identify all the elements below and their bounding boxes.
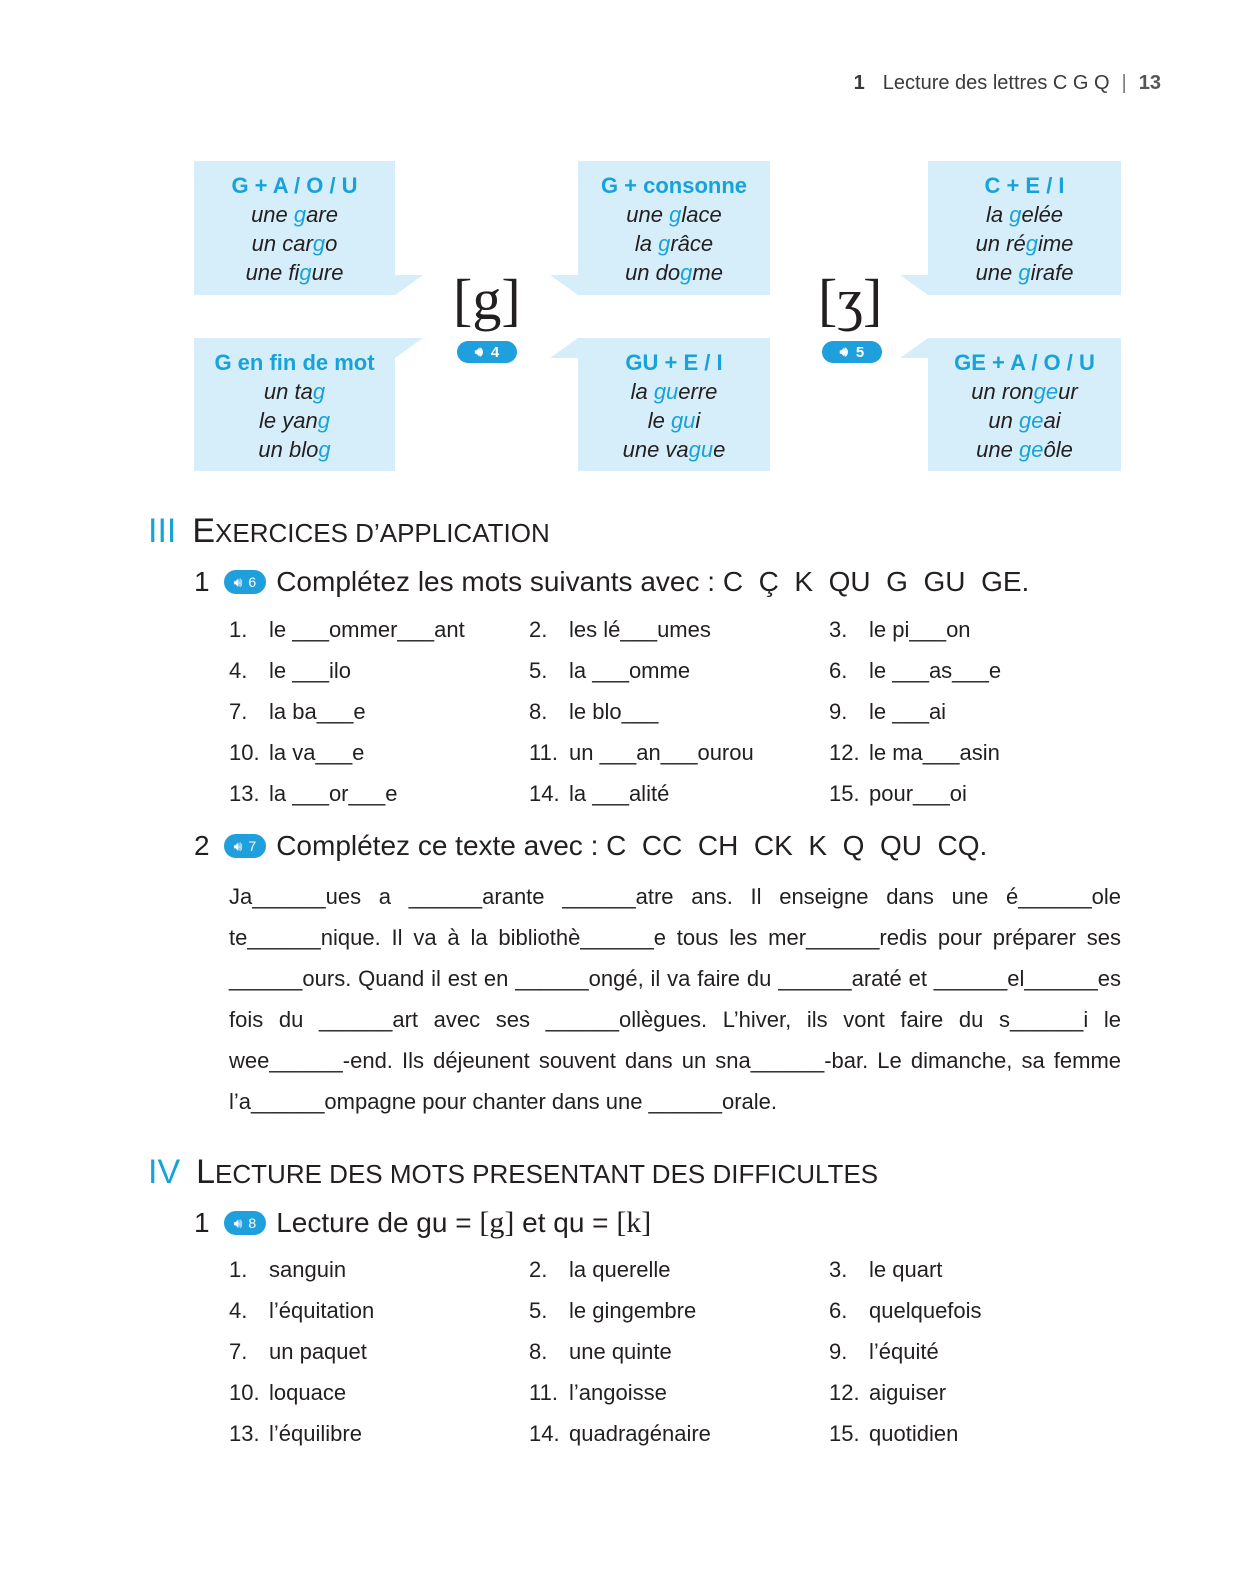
- fill-in-text: Ja______ues a ______arante ______atre ans. Il enseigne dans une é______ole te______nique. Il va à la bibliothè______e tous les mer______redis pour préparer ses ______ours. Quand il est en ______ongé, il va faire du ______araté et ______el______es fois du ______art avec ses ______ollègues. L’hiver, ils vont faire du s______i le wee______-end. Ils déjeunent souvent dans un sna______-bar. Le dimanche, sa femme l’a______ompagne pour chanter dans une ______orale.: [229, 884, 1121, 1114]
- box-tail: [550, 338, 578, 358]
- highlighted-letters: g: [1018, 260, 1031, 285]
- highlighted-letters: gu: [688, 437, 714, 462]
- divider: |: [1121, 72, 1127, 94]
- list-item: [829, 1421, 1129, 1462]
- list-item: [529, 781, 829, 822]
- item-text: quelquefois: [869, 1298, 982, 1323]
- item-number: 3.: [829, 1257, 848, 1282]
- list-item: [229, 740, 529, 781]
- highlighted-letters: ge: [1033, 379, 1059, 404]
- list-item: [229, 1380, 529, 1421]
- item-text: pour___oi: [869, 781, 967, 806]
- instruction-text: Lecture de gu =: [276, 1207, 480, 1238]
- section-title-exercices: [148, 512, 550, 551]
- ipa-symbol: [g]: [479, 1206, 515, 1239]
- highlighted-letters: g: [293, 202, 307, 227]
- example-word: un blog: [258, 437, 331, 462]
- highlighted-letters: g: [680, 260, 693, 285]
- list-item: [229, 699, 529, 740]
- page-number: 13: [1138, 72, 1161, 94]
- item-number: 5.: [529, 1298, 548, 1323]
- item-number: 15.: [829, 781, 860, 806]
- item-row: [229, 781, 1129, 822]
- item-row: [229, 1298, 1129, 1339]
- box-tail: [900, 275, 928, 295]
- item-text: la querelle: [569, 1257, 671, 1282]
- list-item: [529, 699, 829, 740]
- title-rest: ECTURE DES MOTS PRESENTANT DES DIFFICULTES: [215, 1159, 879, 1189]
- item-number: 2.: [529, 1257, 548, 1282]
- box-title: G + A / O / U: [231, 173, 358, 198]
- exercise-items: [229, 1257, 1129, 1462]
- list-item: [529, 1421, 829, 1462]
- item-text: le ma___asin: [869, 740, 1000, 765]
- example-word: une gare: [251, 202, 338, 227]
- highlighted-letters: g: [318, 437, 331, 462]
- list-item: [529, 1339, 829, 1380]
- item-row: [229, 1257, 1129, 1298]
- highlighted-letters: g: [317, 408, 330, 433]
- highlighted-letters: g: [312, 231, 326, 256]
- item-text: quotidien: [869, 1421, 959, 1446]
- exercise-title: [194, 1206, 651, 1240]
- phoneme-g: [g]: [453, 267, 521, 332]
- exercise-instruction: Complétez ce texte avec : C CC CH CK K Q QU CQ.: [276, 830, 988, 861]
- example-word: un rongeur: [971, 379, 1078, 404]
- item-row: [229, 1421, 1129, 1462]
- phoneme-zh: [ʒ]: [818, 267, 883, 332]
- list-item: [229, 1421, 529, 1462]
- item-text: un paquet: [269, 1339, 367, 1364]
- chapter-number: 1: [853, 72, 865, 94]
- audio-icon: 🔊︎: [839, 344, 848, 359]
- example-word: une vague: [622, 437, 726, 462]
- box-tail: [395, 275, 423, 295]
- item-number: 8.: [529, 699, 548, 724]
- item-number: 15.: [829, 1421, 860, 1446]
- item-number: 13.: [229, 1421, 260, 1446]
- item-text: l’équilibre: [269, 1421, 362, 1446]
- exercise-title: [194, 566, 1029, 598]
- box-gu-e-i: [578, 338, 770, 471]
- item-row: [229, 1380, 1129, 1421]
- item-text: la ba___e: [269, 699, 366, 724]
- list-item: [529, 617, 829, 658]
- list-item: [829, 658, 1129, 699]
- example-word: une girafe: [975, 260, 1074, 285]
- list-item: [529, 740, 829, 781]
- box-ge-a-o-u: [928, 338, 1121, 471]
- example-word: le yang: [259, 408, 330, 433]
- item-text: la ___omme: [569, 658, 691, 683]
- chapter-title: Lecture des lettres C G Q: [882, 72, 1110, 94]
- item-number: 6.: [829, 1298, 848, 1323]
- item-number: 14.: [529, 1421, 560, 1446]
- ipa-symbol: [k]: [616, 1206, 652, 1239]
- item-text: un ___an___ourou: [569, 740, 754, 765]
- highlighted-letters: g: [1025, 231, 1038, 256]
- list-item: [529, 658, 829, 699]
- item-number: 6.: [829, 658, 848, 683]
- audio-icon: 🔊︎: [233, 837, 243, 854]
- item-number: 2.: [529, 617, 548, 642]
- example-word: la guerre: [630, 379, 718, 404]
- item-text: la ___alité: [569, 781, 670, 806]
- item-text: le quart: [869, 1257, 943, 1282]
- item-text: le ___as___e: [869, 658, 1002, 683]
- title-initial: L: [196, 1153, 216, 1191]
- item-number: 9.: [829, 699, 848, 724]
- list-item: [829, 781, 1129, 822]
- item-text: la va___e: [269, 740, 365, 765]
- example-word: un geai: [988, 408, 1061, 433]
- item-number: 11.: [529, 1380, 558, 1405]
- list-item: [229, 1339, 529, 1380]
- exercise-number: 1: [194, 566, 210, 597]
- box-tail: [900, 338, 928, 358]
- list-item: [229, 1257, 529, 1298]
- exercise-instruction: Complétez les mots suivants avec : C Ç K QU G GU GE.: [276, 566, 1030, 597]
- audio-icon: 🔊︎: [474, 344, 483, 359]
- item-number: 4.: [229, 1298, 248, 1323]
- item-number: 1.: [229, 617, 248, 642]
- box-tail: [395, 338, 423, 358]
- item-text: le ___ommer___ant: [269, 617, 465, 642]
- box-title: GU + E / I: [625, 350, 723, 375]
- highlighted-letters: g: [312, 379, 326, 404]
- example-word: un cargo: [251, 231, 338, 256]
- item-number: 12.: [829, 740, 860, 765]
- highlighted-letters: gu: [670, 408, 696, 433]
- item-number: 14.: [529, 781, 560, 806]
- list-item: [829, 617, 1129, 658]
- audio-badge-4[interactable]: [457, 341, 517, 363]
- audio-badge[interactable]: [224, 834, 267, 858]
- exercise-number: 2: [194, 830, 210, 861]
- list-item: [829, 1298, 1129, 1339]
- item-text: sanguin: [269, 1257, 347, 1282]
- item-text: l’équitation: [269, 1298, 375, 1323]
- audio-badge-5[interactable]: [822, 341, 882, 363]
- section-title-lecture: [148, 1153, 878, 1192]
- highlighted-letters: ge: [1018, 408, 1044, 433]
- box-tail: [550, 275, 578, 295]
- highlighted-letters: gu: [653, 379, 679, 404]
- list-item: [829, 1380, 1129, 1421]
- example-word: un régime: [975, 231, 1074, 256]
- list-item: [529, 1257, 829, 1298]
- list-item: [829, 740, 1129, 781]
- example-word: la grâce: [634, 231, 714, 256]
- item-row: [229, 1339, 1129, 1380]
- audio-track-number: 8: [248, 1215, 257, 1231]
- box-title: G en fin de mot: [214, 350, 375, 375]
- box-title: GE + A / O / U: [954, 350, 1095, 375]
- audio-icon: 🔊︎: [233, 573, 243, 590]
- item-number: 10.: [229, 1380, 260, 1405]
- highlighted-letters: g: [1009, 202, 1022, 227]
- list-item: [229, 658, 529, 699]
- item-text: loquace: [269, 1380, 347, 1405]
- item-row: [229, 658, 1129, 699]
- item-text: le blo___: [569, 699, 659, 724]
- item-text: la ___or___e: [269, 781, 398, 806]
- list-item: [229, 617, 529, 658]
- box-g-fin-de-mot: [194, 338, 395, 471]
- item-number: 13.: [229, 781, 260, 806]
- box-c-e-i: [928, 161, 1121, 295]
- item-text: les lé___umes: [569, 617, 711, 642]
- item-text: quadragénaire: [569, 1421, 711, 1446]
- highlighted-letters: g: [299, 260, 312, 285]
- audio-badge[interactable]: [224, 570, 267, 594]
- highlighted-letters: g: [658, 231, 671, 256]
- item-text: l’angoisse: [569, 1380, 667, 1405]
- title-rest: XERCICES D’APPLICATION: [215, 518, 550, 548]
- item-number: 8.: [529, 1339, 548, 1364]
- example-word: le gui: [647, 408, 701, 433]
- list-item: [229, 1298, 529, 1339]
- item-text: l’équité: [869, 1339, 939, 1364]
- item-text: une quinte: [569, 1339, 672, 1364]
- item-text: aiguiser: [869, 1380, 947, 1405]
- box-g-a-o-u: [194, 161, 395, 295]
- box-g-consonne: [578, 161, 770, 295]
- audio-track-number: 7: [248, 838, 257, 854]
- item-text: le ___ai: [869, 699, 947, 724]
- audio-track-number: 6: [248, 574, 257, 590]
- exercise-number: 1: [194, 1207, 210, 1238]
- section-numeral: III: [148, 512, 177, 550]
- audio-track-number: 5: [855, 343, 865, 361]
- instruction-text: et qu =: [514, 1207, 617, 1238]
- example-word: une glace: [626, 202, 722, 227]
- audio-badge[interactable]: [224, 1211, 267, 1235]
- item-number: 7.: [229, 1339, 248, 1364]
- title-initial: E: [192, 512, 216, 550]
- box-title: C + E / I: [984, 173, 1065, 198]
- item-number: 12.: [829, 1380, 860, 1405]
- list-item: [229, 781, 529, 822]
- item-row: [229, 617, 1129, 658]
- highlighted-letters: g: [669, 202, 682, 227]
- box-title: G + consonne: [600, 173, 748, 198]
- item-number: 5.: [529, 658, 548, 683]
- list-item: [529, 1380, 829, 1421]
- item-row: [229, 740, 1129, 781]
- list-item: [829, 699, 1129, 740]
- item-row: [229, 699, 1129, 740]
- list-item: [829, 1339, 1129, 1380]
- list-item: [529, 1298, 829, 1339]
- audio-icon: 🔊︎: [233, 1214, 243, 1231]
- running-header: [854, 72, 1161, 95]
- example-word: la gelée: [985, 202, 1064, 227]
- example-word: une geôle: [976, 437, 1073, 462]
- item-number: 11.: [529, 740, 558, 765]
- exercise-title: [194, 830, 987, 862]
- item-number: 1.: [229, 1257, 248, 1282]
- exercise-1-items: [229, 617, 1129, 822]
- section-numeral: IV: [148, 1153, 181, 1191]
- example-word: une figure: [245, 260, 344, 285]
- example-word: un tag: [263, 379, 326, 404]
- item-text: le pi___on: [869, 617, 971, 642]
- item-number: 4.: [229, 658, 248, 683]
- audio-track-number: 4: [490, 343, 500, 361]
- item-text: le ___ilo: [269, 658, 351, 683]
- list-item: [829, 1257, 1129, 1298]
- example-word: un dogme: [625, 260, 723, 285]
- item-number: 10.: [229, 740, 260, 765]
- item-text: le gingembre: [569, 1298, 697, 1323]
- item-number: 3.: [829, 617, 848, 642]
- item-number: 9.: [829, 1339, 848, 1364]
- highlighted-letters: ge: [1018, 437, 1044, 462]
- item-number: 7.: [229, 699, 248, 724]
